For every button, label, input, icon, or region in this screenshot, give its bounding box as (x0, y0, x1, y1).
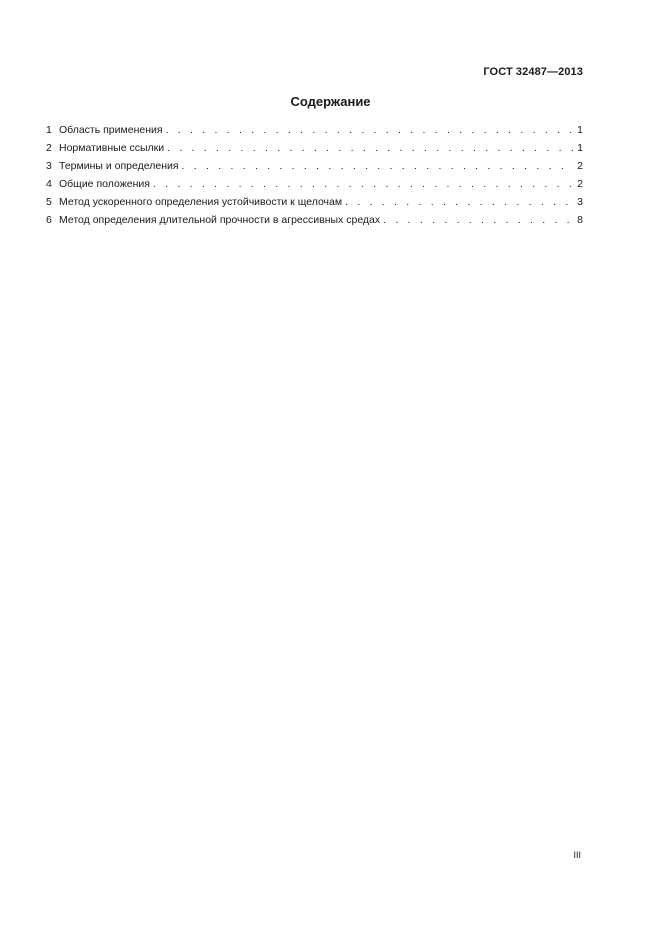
toc-title: Содержание (290, 94, 371, 109)
page-number: III (573, 850, 581, 860)
toc-dot-leader (383, 211, 574, 229)
toc-entry-page: 2 (577, 178, 583, 190)
toc-entry-page: 8 (577, 214, 583, 226)
toc-entry-number: 3 (46, 160, 52, 172)
toc-entry-number: 6 (46, 214, 52, 226)
toc-dot-leader (166, 121, 575, 139)
toc-entry-title: Область применения (59, 124, 163, 136)
toc-entry-page: 1 (577, 142, 583, 154)
toc-entry-number: 2 (46, 142, 52, 154)
toc-dot-leader (182, 157, 575, 175)
toc-entry-title: Нормативные ссылки (59, 142, 165, 154)
toc-entry-title: Термины и определения (59, 160, 179, 172)
toc-entry-title: Метод определения длительной прочности в агрессивных средах (59, 214, 381, 226)
toc-entry-number: 1 (46, 124, 52, 136)
toc-entry-3[interactable] (46, 157, 583, 175)
toc-dot-leader (167, 139, 574, 157)
toc-dot-leader (153, 175, 574, 193)
toc-entry-page: 3 (577, 196, 583, 208)
toc-entry-number: 4 (46, 178, 52, 190)
toc-dot-leader (345, 193, 574, 211)
toc-entry-title: Общие положения (59, 178, 150, 190)
toc-entry-1[interactable] (46, 121, 583, 139)
toc-entry-page: 1 (577, 124, 583, 136)
table-of-contents (46, 121, 583, 229)
toc-entry-page: 2 (577, 160, 583, 172)
toc-entry-5[interactable] (46, 193, 583, 211)
toc-entry-number: 5 (46, 196, 52, 208)
toc-entry-title: Метод ускоренного определения устойчивости к щелочам (59, 196, 343, 208)
document-code: ГОСТ 32487—2013 (483, 66, 583, 78)
toc-entry-2[interactable] (46, 139, 583, 157)
toc-entry-4[interactable] (46, 175, 583, 193)
toc-entry-6[interactable] (46, 211, 583, 229)
